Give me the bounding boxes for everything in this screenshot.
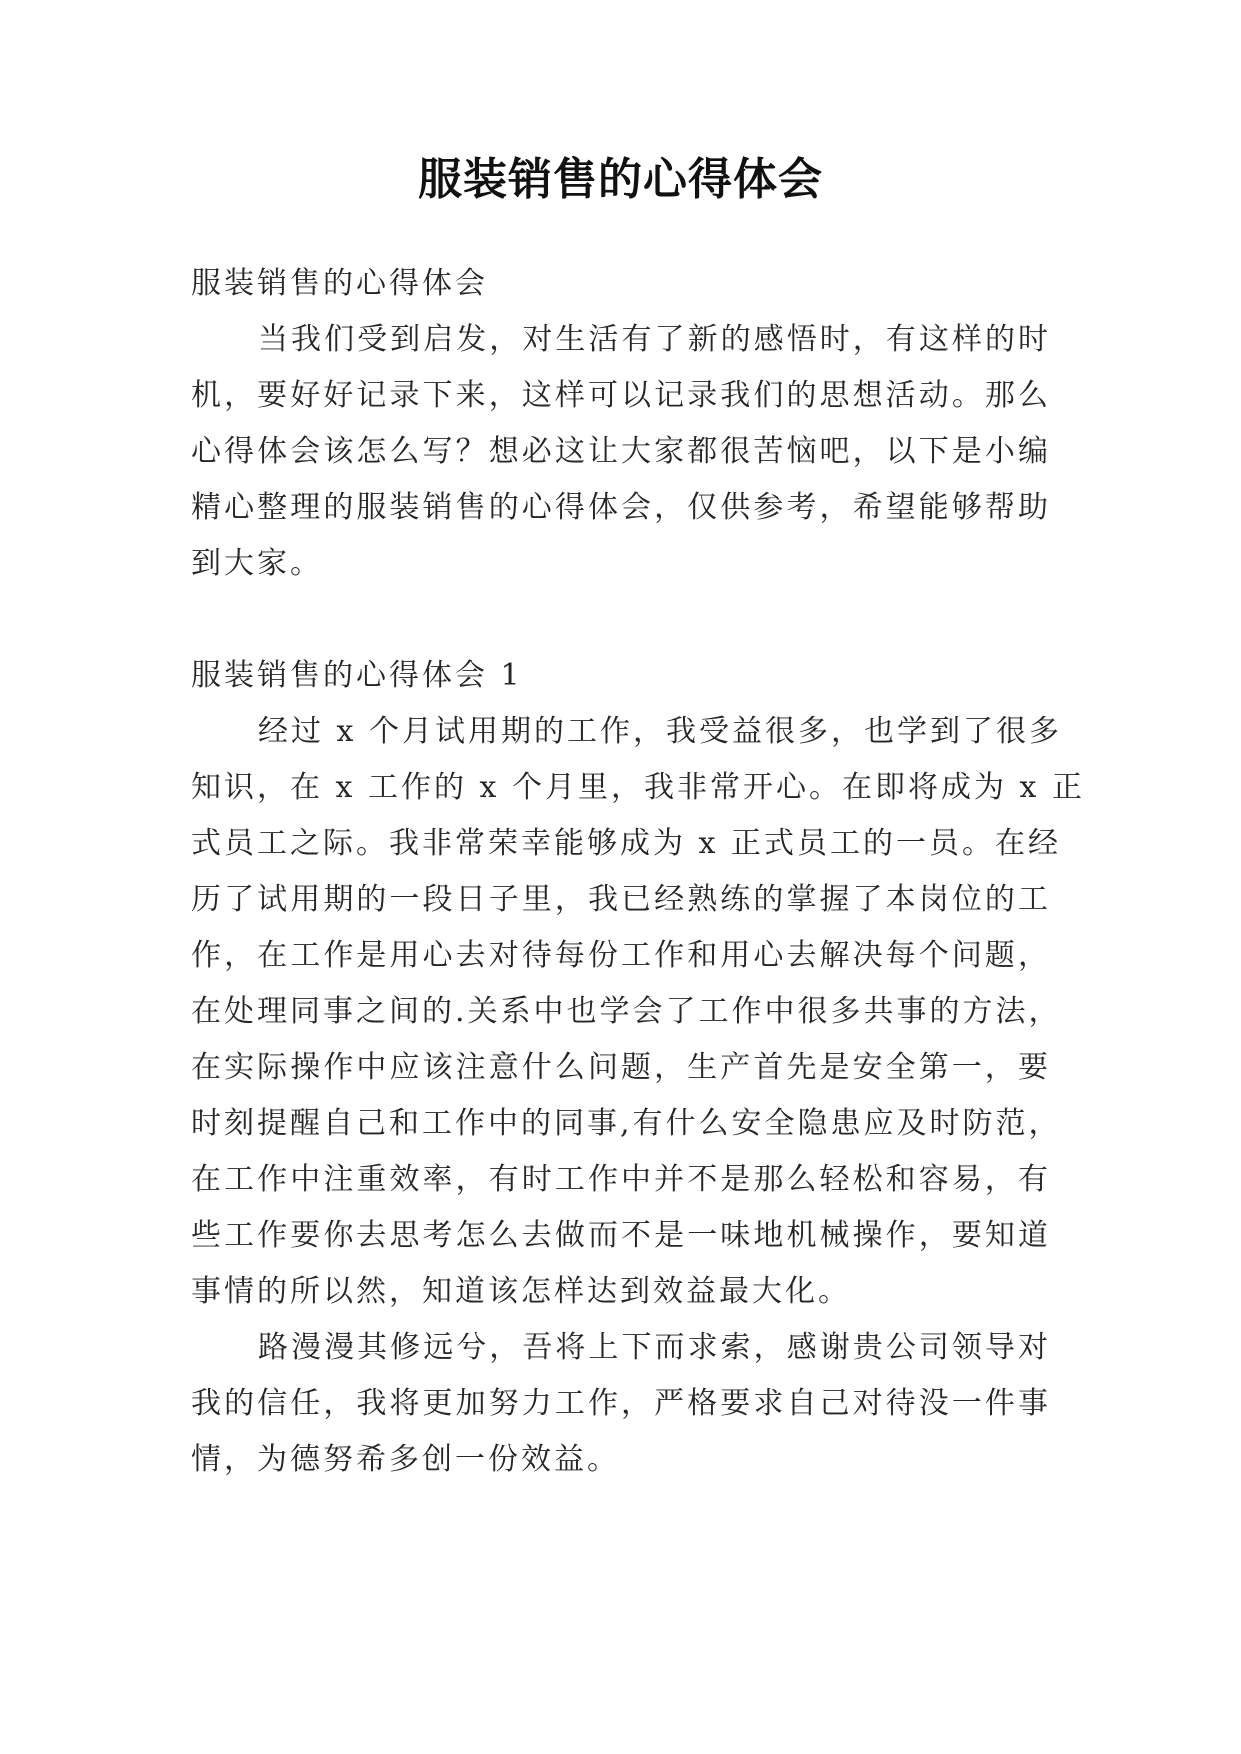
para1-line: 历了试用期的一段日子里，我已经熟练的掌握了本岗位的工 — [191, 882, 1051, 917]
para1-line: 些工作要你去思考怎么去做而不是一味地机械操作，要知道 — [191, 1218, 1051, 1253]
intro-line: 当我们受到启发，对生活有了新的感悟时，有这样的时 — [258, 322, 1051, 357]
para1-line: 在工作中注重效率，有时工作中并不是那么轻松和容易，有 — [191, 1162, 1051, 1197]
document-title: 服装销售的心得体会 — [418, 154, 823, 205]
para1-line: 在实际操作中应该注意什么问题，生产首先是安全第一，要 — [191, 1050, 1051, 1085]
section-heading: 服装销售的心得体会 1 — [191, 658, 523, 693]
para1-line: 作，在工作是用心去对待每份工作和用心去解决每个问题， — [191, 938, 1051, 973]
para1-line: 式员工之际。我非常荣幸能够成为 x 正式员工的一员。在经 — [191, 826, 1061, 861]
para1-line: 知识，在 x 工作的 x 个月里，我非常开心。在即将成为 x 正 — [191, 770, 1085, 805]
para1-line: 事情的所以然，知道该怎样达到效益最大化。 — [191, 1274, 851, 1309]
intro-line: 精心整理的服装销售的心得体会，仅供参考，希望能够帮助 — [191, 490, 1051, 525]
para2-line: 我的信任，我将更加努力工作，严格要求自己对待没一件事 — [191, 1386, 1051, 1421]
intro-line: 到大家。 — [191, 546, 323, 581]
para1-line: 时刻提醒自己和工作中的同事,有什么安全隐患应及时防范， — [191, 1106, 1062, 1141]
intro-line: 心得体会该怎么写？想必这让大家都很苦恼吧，以下是小编 — [191, 434, 1051, 469]
intro-line: 机，要好好记录下来，这样可以记录我们的思想活动。那么 — [191, 378, 1051, 413]
intro-heading: 服装销售的心得体会 — [191, 266, 488, 301]
para2-line: 情，为德努希多创一份效益。 — [191, 1442, 620, 1477]
para1-line: 在处理同事之间的.关系中也学会了工作中很多共事的方法， — [191, 994, 1062, 1029]
para1-line: 经过 x 个月试用期的工作，我受益很多，也学到了很多 — [258, 714, 1062, 749]
para2-line: 路漫漫其修远兮，吾将上下而求索，感谢贵公司领导对 — [258, 1330, 1051, 1365]
